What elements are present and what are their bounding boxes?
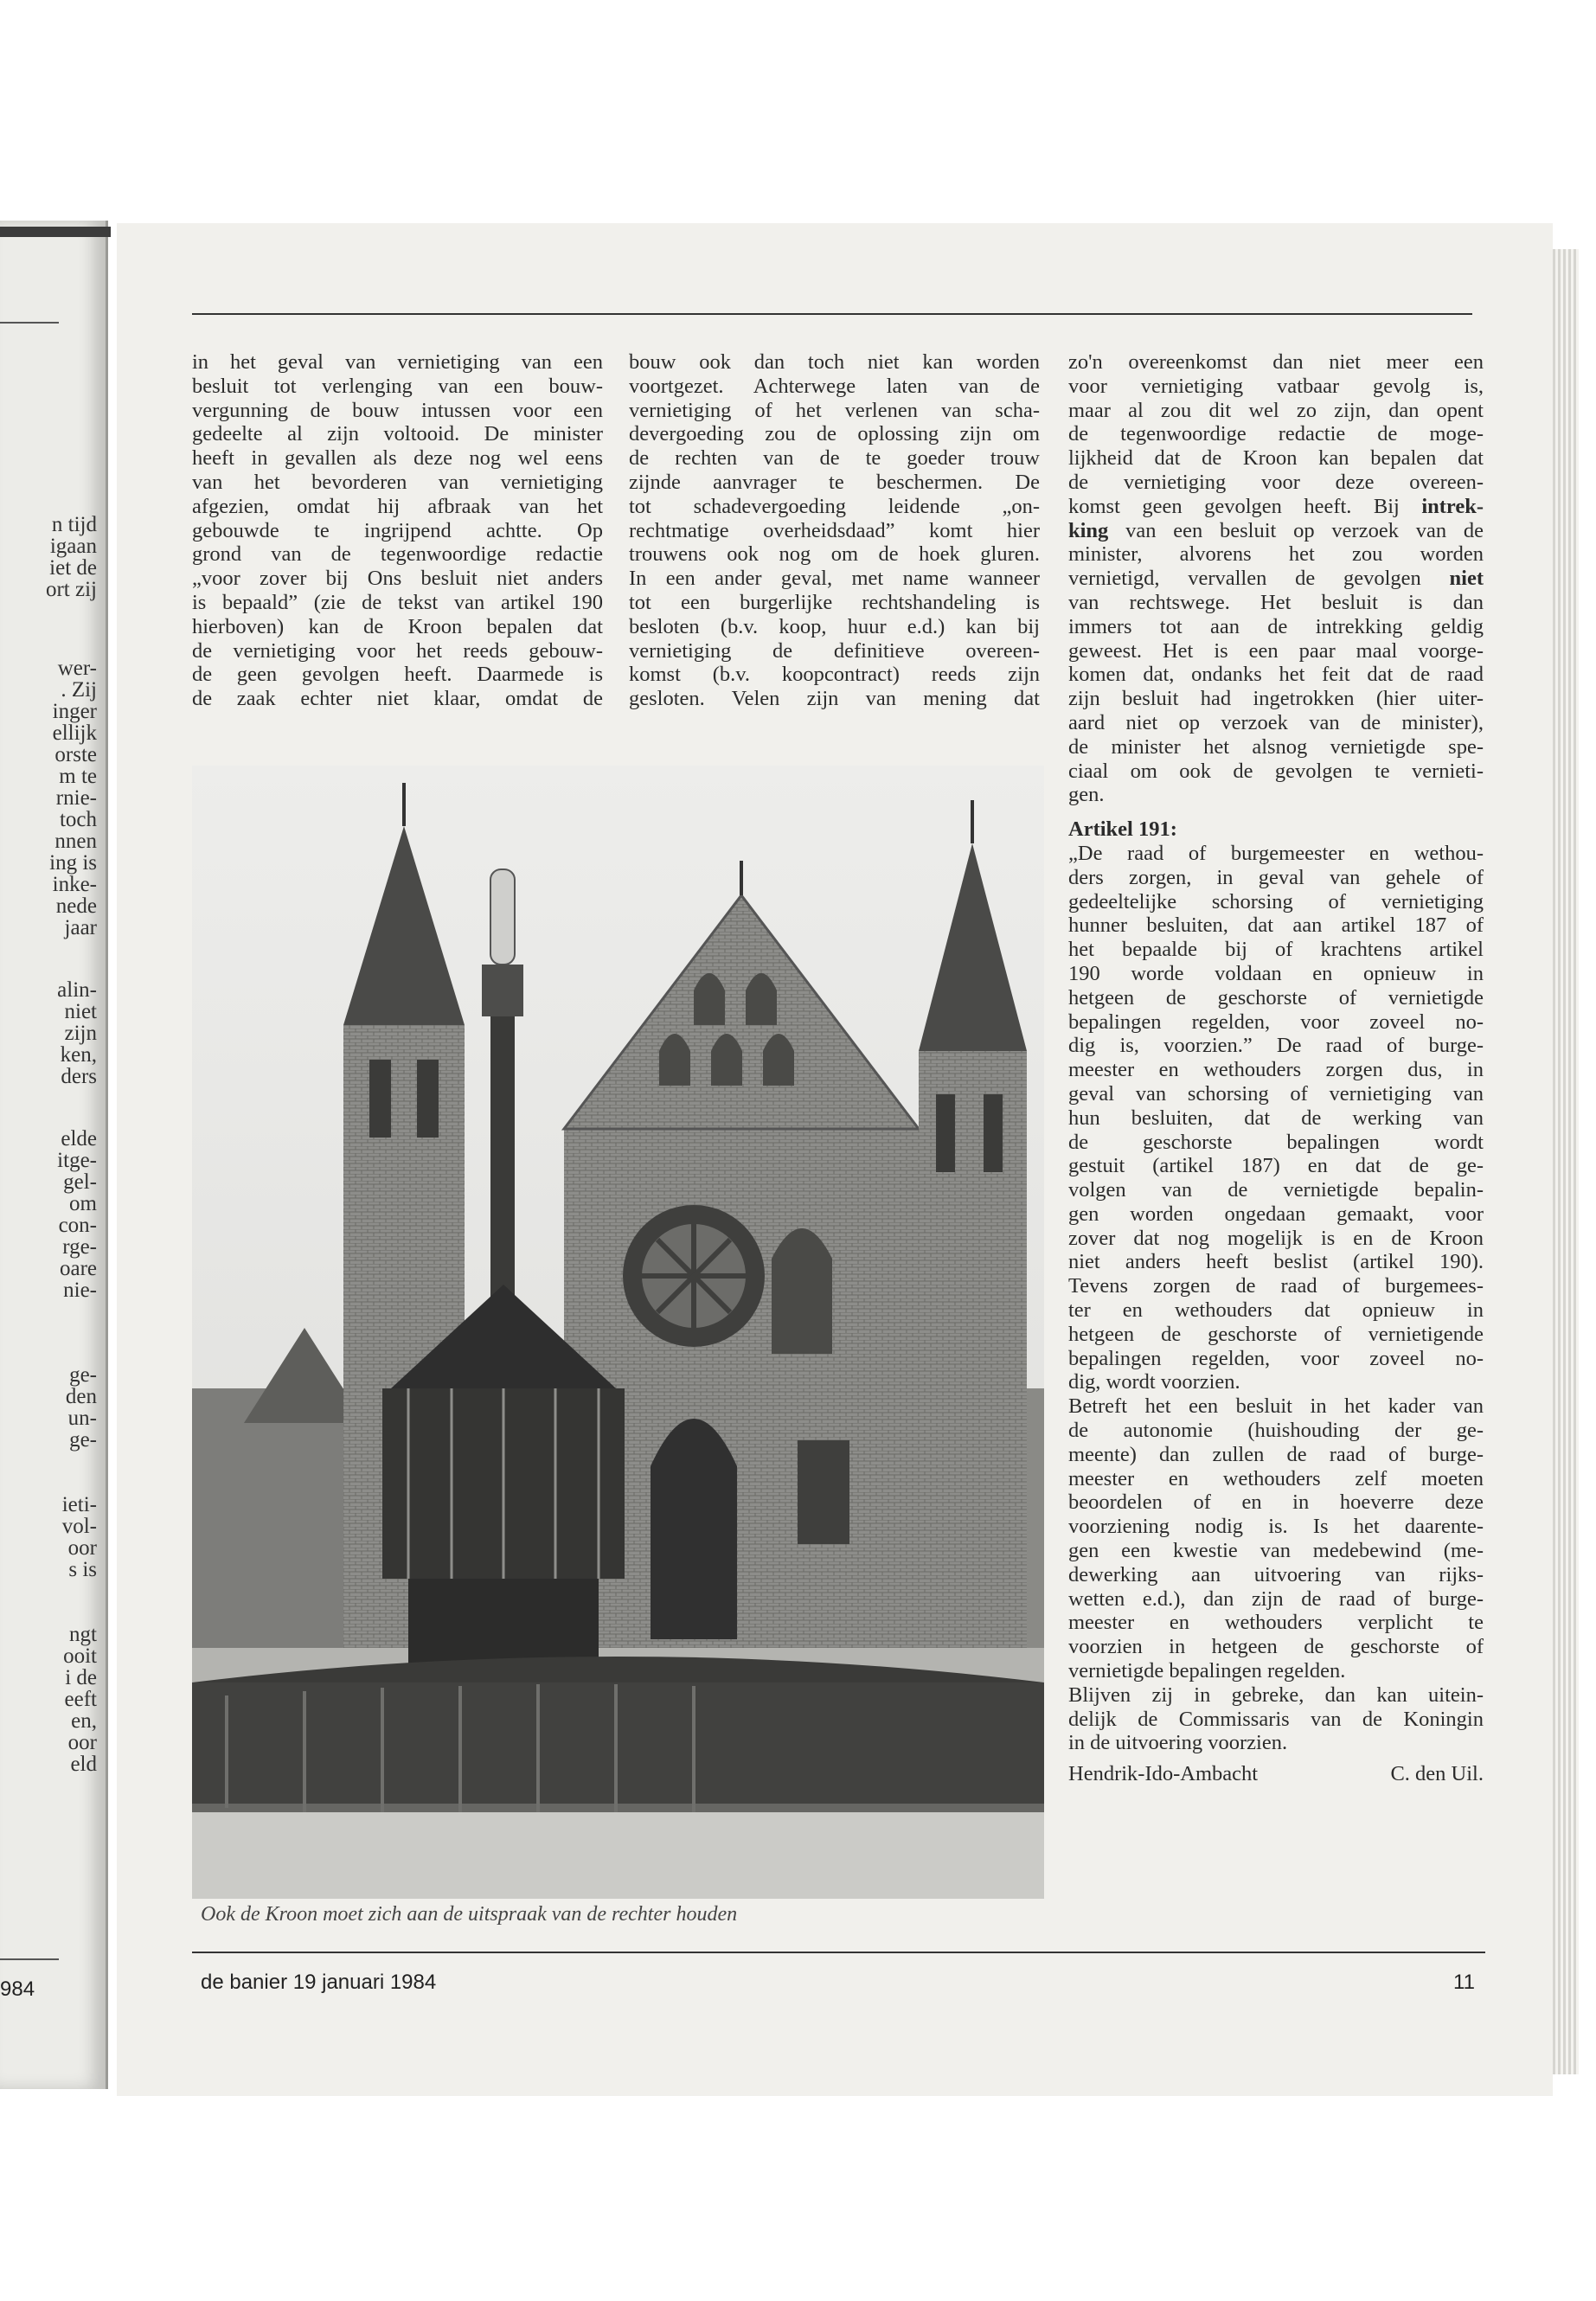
text-line: hetgeen de geschorste of vernietigende xyxy=(1068,1322,1484,1346)
previous-page-fragment: elde xyxy=(61,1127,97,1150)
previous-page-fragment: ing is xyxy=(49,851,97,875)
page-binding xyxy=(0,227,111,237)
text-line: de zaak echter niet klaar, omdat de xyxy=(192,687,603,711)
text-line: gedeelte al zijn voltooid. De minister xyxy=(192,422,603,446)
text-line: de tegenwoordige redactie de moge- xyxy=(1068,422,1484,446)
text-line: gen. xyxy=(1068,783,1105,807)
text-line: king van een besluit op verzoek van de xyxy=(1068,518,1484,542)
top-rule xyxy=(192,313,1472,315)
author-signature xyxy=(1068,1762,1484,1786)
previous-page-fragment: rge- xyxy=(62,1235,97,1259)
previous-page-fragment: wer- xyxy=(57,657,97,680)
text-line: vernietiging of het verlenen van scha- xyxy=(629,398,1040,422)
previous-page-fragment: eeft xyxy=(64,1688,97,1711)
text-line: gestuit (artikel 187) en dat de ge- xyxy=(1068,1154,1484,1178)
text-line: dewerking aan uitvoering van rijks- xyxy=(1068,1562,1484,1586)
column-3-paragraph-d xyxy=(1068,542,1484,567)
column-3-paragraph-i xyxy=(1068,1683,1484,1732)
previous-page-fragment: oor xyxy=(67,1536,97,1560)
text-line: dig is, voorzien.” De raad of burge- xyxy=(1068,1034,1484,1058)
text-line: komst (b.v. koopcontract) reeds zijn xyxy=(629,663,1040,687)
text-line: Tevens zorgen de raad of burgemees- xyxy=(1068,1274,1484,1298)
text-line: Blijven zij in gebreke, dan kan uitein- xyxy=(1068,1682,1484,1707)
text-line: bouw ook dan toch niet kan worden xyxy=(629,350,1040,374)
text-line: lijkheid dat de Kroon kan bepalen dat xyxy=(1068,446,1484,471)
text-line: tot schadevergoeding leidende „on- xyxy=(629,494,1040,518)
previous-page-fragment: inke- xyxy=(52,873,97,896)
previous-page-fragment: inger xyxy=(52,700,97,723)
previous-page-fragment: m te xyxy=(59,765,97,788)
text-line: komst geen gevolgen heeft. Bij intrek- xyxy=(1068,494,1484,518)
text-line: van rechtswege. Het besluit is dan xyxy=(1068,590,1484,614)
text-line: meester en wethouders zelf moeten xyxy=(1068,1466,1484,1490)
text-line: de vernietiging voor het reeds gebouw- xyxy=(192,638,603,663)
text-line: heeft in gevallen als deze nog wel eens xyxy=(192,446,603,471)
text-line: meester en wethouders zorgen dus, in xyxy=(1068,1058,1484,1082)
text-line: Betreft het een besluit in het kader van xyxy=(1068,1394,1484,1419)
text-line: komen dat, ondanks het feit dat de raad xyxy=(1068,663,1484,687)
text-line: zijnde aanvrager te beschermen. De xyxy=(629,470,1040,494)
author-name: C. den Uil. xyxy=(1390,1762,1484,1786)
bold-term: niet xyxy=(1449,567,1484,591)
previous-page-fragment: un- xyxy=(67,1407,97,1430)
previous-page-fragment: ooit xyxy=(63,1644,97,1668)
previous-page-fragment: niet xyxy=(64,1000,97,1023)
text-line: besluit tot verlenging van een bouw- xyxy=(192,374,603,398)
text-line: de geen gevolgen heeft. Daarmede is xyxy=(192,663,603,687)
previous-page-fragment: zijn xyxy=(64,1022,97,1045)
previous-page-fragment: gel- xyxy=(63,1170,97,1194)
text-line: maar al zou dit wel zo zijn, dan opent xyxy=(1068,398,1484,422)
previous-page-fragment: ellijk xyxy=(52,721,97,745)
previous-page-fragment: s is xyxy=(68,1558,97,1581)
previous-page-rule xyxy=(0,322,59,324)
text-line: hierboven) kan de Kroon bepalen dat xyxy=(192,614,603,638)
column-3-quote xyxy=(1068,842,1484,1371)
text-line: voorziening nodig is. Is het daarente- xyxy=(1068,1515,1484,1539)
previous-page-fragment: n tijd xyxy=(51,513,97,536)
text-line: meester en wethouders verplicht te xyxy=(1068,1611,1484,1635)
text-line: beoordelen of en in hoeverre deze xyxy=(1068,1490,1484,1515)
previous-page-fragment: nede xyxy=(55,894,97,918)
previous-page-fragment: oare xyxy=(59,1257,97,1280)
previous-page-fragment: orste xyxy=(54,743,97,766)
text-line: 190 worde voldaan en opnieuw in xyxy=(1068,961,1484,985)
text-line: bepalingen regelden, voor zoveel no- xyxy=(1068,1346,1484,1370)
text-line: geweest. Het is een paar maal voorge- xyxy=(1068,638,1484,663)
text-line: trouwens ook nog om de hoek gluren. xyxy=(629,542,1040,567)
text-line: niet anders heeft beslist (artikel 190). xyxy=(1068,1250,1484,1274)
previous-page-fragment: ge- xyxy=(69,1363,97,1387)
text-line: dig, wordt voorzien. xyxy=(1068,1370,1240,1394)
previous-page-fragment: ieti- xyxy=(61,1493,97,1516)
previous-page-fragment: alin- xyxy=(57,978,97,1002)
text-line: vernietigd, vervallen de gevolgen niet xyxy=(1068,567,1484,591)
text-line: volgen van de vernietigde bepalin- xyxy=(1068,1178,1484,1202)
text-line: gebouwde te ingrijpend achtte. Op xyxy=(192,518,603,542)
previous-page-fragment: ort zij xyxy=(45,578,97,601)
photo-ridderzaal xyxy=(192,766,1044,1899)
text-line: ter en wethouders dat opnieuw in xyxy=(1068,1298,1484,1323)
text-line: voortgezet. Achterwege laten van de xyxy=(629,374,1040,398)
previous-page-fragment: nnen xyxy=(54,830,97,853)
previous-page-fragment: den xyxy=(65,1385,97,1408)
text-line: van het bevorderen van vernietiging xyxy=(192,470,603,494)
text-line: ders zorgen, in geval van gehele of xyxy=(1068,865,1484,889)
previous-page-fragment: ken, xyxy=(60,1043,97,1067)
text-line: voor vernietiging vatbaar gevolg is, xyxy=(1068,374,1484,398)
section-heading: Artikel 191: xyxy=(1068,817,1177,842)
previous-page-fragment: con- xyxy=(58,1214,97,1237)
text-line: zo'n overeenkomst dan niet meer een xyxy=(1068,350,1484,374)
text-line: rechtmatige overheidsdaad” komt hier xyxy=(629,518,1040,542)
text-line: zijn besluit had ingetrokken (hier uiter- xyxy=(1068,687,1484,711)
text-line: In een ander geval, met name wanneer xyxy=(629,567,1040,591)
previous-page-fragment: eld xyxy=(70,1753,97,1776)
text-line: minister, alvorens het zou worden xyxy=(1068,542,1484,567)
text-line: voorzien in hetgeen de geschorste of xyxy=(1068,1635,1484,1659)
text-line: besloten (b.v. koop, huur e.d.) kan bij xyxy=(629,614,1040,638)
text-line: de minister het alsnog vernietigde spe- xyxy=(1068,734,1484,759)
text-line: gen een kwestie van medebewind (me- xyxy=(1068,1539,1484,1563)
page-number: 11 xyxy=(1453,1971,1475,1994)
text-line: delijk de Commissaris van de Koningin xyxy=(1068,1707,1484,1731)
text-line: de vernietiging voor deze overeen- xyxy=(1068,470,1484,494)
text-line: zover dat nog mogelijk is en de Kroon xyxy=(1068,1226,1484,1250)
text-line: „De raad of burgemeester en wethou- xyxy=(1068,841,1484,865)
text-line: immers tot aan de intrekking geldig xyxy=(1068,614,1484,638)
previous-page-fragment: i de xyxy=(65,1666,97,1689)
text-line: hun besluiten, dat de werking van xyxy=(1068,1106,1484,1130)
text-line: vernietiging de definitieve overeen- xyxy=(629,638,1040,663)
text-line: de rechten van de te goeder trouw xyxy=(629,446,1040,471)
previous-page-fragment: en, xyxy=(71,1709,97,1733)
text-line: hetgeen de geschorste of vernietigde xyxy=(1068,985,1484,1009)
previous-page-fragment: . Zij xyxy=(61,678,97,702)
text-line: ciaal om ook de gevolgen te vernieti- xyxy=(1068,759,1484,783)
text-line: „voor zover bij Ons besluit niet anders xyxy=(192,567,603,591)
previous-page-fragment: igaan xyxy=(49,535,97,558)
text-line: tot een burgerlijke rechtshandeling is xyxy=(629,590,1040,614)
previous-page-fragment: oor xyxy=(67,1731,97,1754)
text-line: in het geval van vernietiging van een xyxy=(192,350,603,374)
text-line: in de uitvoering voorzien. xyxy=(1068,1731,1288,1755)
column-3-paragraph-a xyxy=(1068,350,1484,495)
previous-page-fragment: rnie- xyxy=(55,786,97,810)
text-line: vernietigde bepalingen regelden. xyxy=(1068,1659,1346,1683)
footer-publication: de banier 19 januari 1984 xyxy=(201,1971,437,1994)
previous-page-rule xyxy=(0,1958,59,1960)
page-stack-edge xyxy=(1553,249,1579,2074)
text-line: aard niet op verzoek van de minister), xyxy=(1068,710,1484,734)
text-line: wetten e.d.), dan zijn de raad of burge- xyxy=(1068,1586,1484,1611)
previous-page-fragment: itge- xyxy=(57,1149,97,1172)
previous-page-fragment: ngt xyxy=(69,1623,97,1646)
text-line: geval van schorsing of vernietiging van xyxy=(1068,1081,1484,1106)
previous-page-fragment: iet de xyxy=(49,556,97,580)
previous-page-fragment: toch xyxy=(59,808,97,831)
text-line: gedeeltelijke schorsing of vernietiging xyxy=(1068,889,1484,913)
article-column-2 xyxy=(629,350,1040,711)
previous-page-fragment: ge- xyxy=(69,1428,97,1452)
previous-page-fragment: jaar xyxy=(64,916,97,939)
text-line: gesloten. Velen zijn van mening dat xyxy=(629,687,1040,711)
previous-page-fragment: vol- xyxy=(61,1515,97,1538)
previous-page-fragment: nie- xyxy=(63,1279,97,1302)
text-line: bepalingen regelden, voor zoveel no- xyxy=(1068,1009,1484,1034)
text-line: vergunning de bouw intussen voor een xyxy=(192,398,603,422)
text-line: devergoeding zou de oplossing zijn om xyxy=(629,422,1040,446)
text-line: afgezien, omdat hij afbraak van het xyxy=(192,494,603,518)
column-3-paragraph-h xyxy=(1068,1394,1484,1659)
text-line: meente) dan zullen de raad of burge- xyxy=(1068,1442,1484,1466)
previous-page-fragment: ders xyxy=(61,1065,97,1088)
bold-term: intrek- xyxy=(1421,494,1484,518)
text-line: is bepaald” (zie de tekst van artikel 190 xyxy=(192,590,603,614)
text-line: grond van de tegenwoordige redactie xyxy=(192,542,603,567)
column-3-paragraph-f xyxy=(1068,591,1484,783)
previous-page-footer: 984 xyxy=(0,1977,35,2001)
text-line: de geschorste bepalingen wordt xyxy=(1068,1130,1484,1154)
text-line: gen worden ongedaan gemaakt, voor xyxy=(1068,1202,1484,1226)
text-line: hunner besluiten, dat aan artikel 187 of xyxy=(1068,913,1484,938)
text-line: het bepaalde bij of krachtens artikel xyxy=(1068,938,1484,962)
bold-term: king xyxy=(1068,518,1109,542)
article-column-1 xyxy=(192,350,603,711)
text-line: de autonomie (huishouding der ge- xyxy=(1068,1419,1484,1443)
bottom-rule xyxy=(192,1952,1485,1953)
author-place: Hendrik-Ido-Ambacht xyxy=(1068,1762,1259,1786)
previous-page-fragment: om xyxy=(69,1192,97,1215)
article-column-3 xyxy=(1068,350,1484,1786)
photo-caption: Ook de Kroon moet zich aan de uitspraak van de rechter houden xyxy=(201,1903,738,1926)
